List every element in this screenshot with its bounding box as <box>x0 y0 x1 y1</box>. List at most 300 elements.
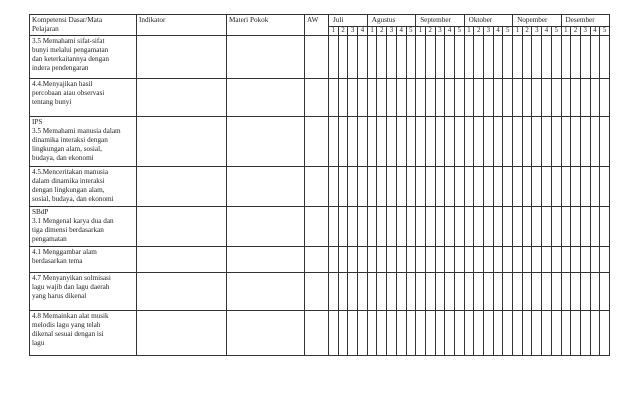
week-cell[interactable] <box>571 36 581 79</box>
week-cell[interactable] <box>590 117 600 167</box>
week-cell[interactable] <box>493 207 503 247</box>
week-cell[interactable] <box>329 273 339 311</box>
week-cell[interactable] <box>542 79 552 117</box>
week-cell[interactable] <box>377 36 387 79</box>
week-cell[interactable] <box>406 311 416 356</box>
week-cell[interactable] <box>484 207 494 247</box>
week-number: 4 <box>358 26 368 35</box>
week-cell[interactable] <box>503 311 513 356</box>
week-cell[interactable] <box>551 273 561 311</box>
week-cell[interactable] <box>561 207 571 247</box>
week-cell[interactable] <box>387 273 397 311</box>
week-number: 2 <box>377 26 387 35</box>
week-cell[interactable] <box>513 207 523 247</box>
week-cell[interactable] <box>513 311 523 356</box>
indikator-cell[interactable] <box>137 167 227 207</box>
week-cell[interactable] <box>425 79 435 117</box>
week-cell[interactable] <box>580 207 590 247</box>
week-cell[interactable] <box>425 36 435 79</box>
week-cell[interactable] <box>377 247 387 273</box>
week-cell[interactable] <box>542 117 552 167</box>
week-cell[interactable] <box>600 117 610 167</box>
materi-cell[interactable] <box>227 273 305 311</box>
week-cell[interactable] <box>503 167 513 207</box>
week-cell[interactable] <box>551 207 561 247</box>
week-cell[interactable] <box>396 167 406 207</box>
week-cell[interactable] <box>416 117 426 167</box>
aw-cell[interactable] <box>305 311 329 356</box>
week-cell[interactable] <box>435 117 445 167</box>
week-cell[interactable] <box>454 273 464 311</box>
week-cell[interactable] <box>522 167 532 207</box>
week-cell[interactable] <box>445 207 455 247</box>
week-cell[interactable] <box>416 247 426 273</box>
week-number: 4 <box>590 26 600 35</box>
materi-cell[interactable] <box>227 247 305 273</box>
materi-cell[interactable] <box>227 167 305 207</box>
week-cell[interactable] <box>561 117 571 167</box>
week-number: 1 <box>367 26 377 35</box>
header-materi-pokok: Materi Pokok <box>227 15 305 36</box>
week-number: 2 <box>425 26 435 35</box>
week-cell[interactable] <box>454 311 464 356</box>
week-cell[interactable] <box>522 79 532 117</box>
week-cell[interactable] <box>503 117 513 167</box>
week-cell[interactable] <box>561 273 571 311</box>
week-cell[interactable] <box>416 207 426 247</box>
week-cell[interactable] <box>513 167 523 207</box>
indikator-cell[interactable] <box>137 247 227 273</box>
week-cell[interactable] <box>513 36 523 79</box>
week-cell[interactable] <box>329 36 339 79</box>
week-cell[interactable] <box>348 273 358 311</box>
table-row <box>30 207 610 247</box>
week-cell[interactable] <box>377 273 387 311</box>
week-cell[interactable] <box>338 273 348 311</box>
materi-cell[interactable] <box>227 36 305 79</box>
week-number: 1 <box>513 26 523 35</box>
week-cell[interactable] <box>532 79 542 117</box>
week-cell[interactable] <box>387 311 397 356</box>
week-number: 1 <box>464 26 474 35</box>
week-cell[interactable] <box>484 117 494 167</box>
week-cell[interactable] <box>454 79 464 117</box>
week-cell[interactable] <box>600 311 610 356</box>
week-number: 5 <box>406 26 416 35</box>
week-cell[interactable] <box>358 36 368 79</box>
week-cell[interactable] <box>464 167 474 207</box>
competency-text: 4.4.Menyajikan hasil percobaan atau observasi tentang bunyi <box>32 80 105 106</box>
week-cell[interactable] <box>348 247 358 273</box>
week-cell[interactable] <box>522 36 532 79</box>
week-cell[interactable] <box>358 311 368 356</box>
week-cell[interactable] <box>329 79 339 117</box>
week-cell[interactable] <box>425 311 435 356</box>
week-cell[interactable] <box>503 247 513 273</box>
week-cell[interactable] <box>551 247 561 273</box>
week-cell[interactable] <box>445 247 455 273</box>
week-cell[interactable] <box>387 36 397 79</box>
week-cell[interactable] <box>425 247 435 273</box>
week-cell[interactable] <box>425 117 435 167</box>
week-cell[interactable] <box>454 207 464 247</box>
week-cell[interactable] <box>580 311 590 356</box>
week-cell[interactable] <box>580 247 590 273</box>
week-cell[interactable] <box>338 79 348 117</box>
week-cell[interactable] <box>503 207 513 247</box>
week-cell[interactable] <box>484 36 494 79</box>
schedule-table <box>29 14 610 356</box>
week-cell[interactable] <box>435 273 445 311</box>
month-header: Agustus <box>367 15 415 27</box>
week-cell[interactable] <box>551 79 561 117</box>
week-cell[interactable] <box>600 36 610 79</box>
week-cell[interactable] <box>464 273 474 311</box>
week-cell[interactable] <box>406 273 416 311</box>
week-cell[interactable] <box>532 273 542 311</box>
week-cell[interactable] <box>513 117 523 167</box>
week-number: 5 <box>454 26 464 35</box>
week-cell[interactable] <box>377 79 387 117</box>
week-cell[interactable] <box>435 207 445 247</box>
week-cell[interactable] <box>600 207 610 247</box>
week-cell[interactable] <box>532 207 542 247</box>
week-cell[interactable] <box>522 311 532 356</box>
table-row <box>30 117 610 167</box>
week-cell[interactable] <box>590 311 600 356</box>
week-cell[interactable] <box>406 167 416 207</box>
week-cell[interactable] <box>590 247 600 273</box>
week-cell[interactable] <box>542 207 552 247</box>
week-cell[interactable] <box>561 79 571 117</box>
month-header: September <box>416 15 464 27</box>
week-cell[interactable] <box>590 273 600 311</box>
week-cell[interactable] <box>493 79 503 117</box>
week-cell[interactable] <box>474 36 484 79</box>
aw-cell[interactable] <box>305 247 329 273</box>
week-cell[interactable] <box>329 167 339 207</box>
week-cell[interactable] <box>406 117 416 167</box>
week-cell[interactable] <box>396 36 406 79</box>
week-cell[interactable] <box>396 273 406 311</box>
week-cell[interactable] <box>338 36 348 79</box>
competency-text: 3.5 Memahami manusia dalam dinamika interaksi dengan lingkungan alam, sosial, budaya, dan ekonomi <box>32 127 121 162</box>
week-cell[interactable] <box>367 167 377 207</box>
week-cell[interactable] <box>445 273 455 311</box>
week-cell[interactable] <box>387 79 397 117</box>
week-cell[interactable] <box>425 273 435 311</box>
week-cell[interactable] <box>387 167 397 207</box>
week-cell[interactable] <box>367 311 377 356</box>
subject-label: SBdP <box>32 208 49 216</box>
week-cell[interactable] <box>435 247 445 273</box>
week-cell[interactable] <box>387 117 397 167</box>
competency-text: 3.5 Memahami sifat-sifat bunyi melalui pengamatan dan keterkaitannya dengan indera pendengaran <box>32 37 110 72</box>
week-cell[interactable] <box>387 207 397 247</box>
week-cell[interactable] <box>445 36 455 79</box>
week-number: 3 <box>484 26 494 35</box>
week-cell[interactable] <box>377 117 387 167</box>
week-cell[interactable] <box>396 311 406 356</box>
week-cell[interactable] <box>493 247 503 273</box>
week-cell[interactable] <box>513 273 523 311</box>
week-cell[interactable] <box>358 167 368 207</box>
week-cell[interactable] <box>580 79 590 117</box>
week-cell[interactable] <box>474 207 484 247</box>
materi-cell[interactable] <box>227 117 305 167</box>
week-cell[interactable] <box>474 167 484 207</box>
week-cell[interactable] <box>416 167 426 207</box>
week-cell[interactable] <box>551 167 561 207</box>
indikator-cell[interactable] <box>137 79 227 117</box>
week-number: 3 <box>435 26 445 35</box>
table-row <box>30 79 610 117</box>
table-row <box>30 247 610 273</box>
week-cell[interactable] <box>367 36 377 79</box>
week-cell[interactable] <box>571 273 581 311</box>
aw-cell[interactable] <box>305 36 329 79</box>
week-cell[interactable] <box>348 311 358 356</box>
week-cell[interactable] <box>493 311 503 356</box>
week-cell[interactable] <box>416 311 426 356</box>
week-cell[interactable] <box>532 167 542 207</box>
week-cell[interactable] <box>522 247 532 273</box>
week-cell[interactable] <box>406 79 416 117</box>
competency-text: 4.5.Menceritakan manusia dalam dinamika interaksi dengan lingkungan alam, sosial, budaya, dan ekonomi <box>32 168 114 203</box>
week-number: 3 <box>348 26 358 35</box>
week-cell[interactable] <box>474 79 484 117</box>
week-cell[interactable] <box>484 79 494 117</box>
week-cell[interactable] <box>503 79 513 117</box>
week-cell[interactable] <box>329 117 339 167</box>
week-cell[interactable] <box>367 273 377 311</box>
week-cell[interactable] <box>590 36 600 79</box>
week-cell[interactable] <box>348 36 358 79</box>
week-cell[interactable] <box>416 36 426 79</box>
week-cell[interactable] <box>571 247 581 273</box>
week-number: 2 <box>338 26 348 35</box>
materi-cell[interactable] <box>227 311 305 356</box>
week-cell[interactable] <box>590 167 600 207</box>
week-cell[interactable] <box>435 79 445 117</box>
week-cell[interactable] <box>513 79 523 117</box>
week-cell[interactable] <box>338 311 348 356</box>
week-number: 3 <box>580 26 590 35</box>
month-header: Juli <box>329 15 368 27</box>
week-cell[interactable] <box>464 36 474 79</box>
week-cell[interactable] <box>338 167 348 207</box>
table-body <box>30 36 610 356</box>
week-cell[interactable] <box>348 117 358 167</box>
week-cell[interactable] <box>377 167 387 207</box>
week-cell[interactable] <box>358 273 368 311</box>
week-cell[interactable] <box>580 36 590 79</box>
week-cell[interactable] <box>571 117 581 167</box>
week-cell[interactable] <box>580 117 590 167</box>
competency-text: 4.1 Menggambar alam berdasarkan tema <box>32 248 97 265</box>
week-number: 1 <box>416 26 426 35</box>
week-cell[interactable] <box>532 311 542 356</box>
week-cell[interactable] <box>503 36 513 79</box>
week-cell[interactable] <box>406 207 416 247</box>
week-cell[interactable] <box>532 247 542 273</box>
indikator-cell[interactable] <box>137 273 227 311</box>
week-cell[interactable] <box>522 117 532 167</box>
week-cell[interactable] <box>396 79 406 117</box>
week-cell[interactable] <box>396 117 406 167</box>
week-cell[interactable] <box>396 247 406 273</box>
week-cell[interactable] <box>377 311 387 356</box>
week-cell[interactable] <box>580 167 590 207</box>
week-cell[interactable] <box>551 36 561 79</box>
week-cell[interactable] <box>600 79 610 117</box>
week-cell[interactable] <box>474 117 484 167</box>
week-cell[interactable] <box>329 207 339 247</box>
week-cell[interactable] <box>600 247 610 273</box>
week-number: 5 <box>503 26 513 35</box>
week-cell[interactable] <box>532 36 542 79</box>
header-aw: AW <box>305 15 329 36</box>
week-cell[interactable] <box>338 207 348 247</box>
aw-cell[interactable] <box>305 167 329 207</box>
week-cell[interactable] <box>425 207 435 247</box>
week-cell[interactable] <box>406 36 416 79</box>
week-cell[interactable] <box>503 273 513 311</box>
week-cell[interactable] <box>571 79 581 117</box>
week-cell[interactable] <box>348 167 358 207</box>
week-cell[interactable] <box>445 79 455 117</box>
week-cell[interactable] <box>542 311 552 356</box>
week-cell[interactable] <box>484 273 494 311</box>
week-cell[interactable] <box>348 79 358 117</box>
month-header: Nopember <box>513 15 561 27</box>
week-cell[interactable] <box>571 311 581 356</box>
week-cell[interactable] <box>464 247 474 273</box>
week-cell[interactable] <box>493 167 503 207</box>
week-cell[interactable] <box>445 311 455 356</box>
week-cell[interactable] <box>600 273 610 311</box>
week-cell[interactable] <box>464 311 474 356</box>
week-cell[interactable] <box>348 207 358 247</box>
week-cell[interactable] <box>329 247 339 273</box>
week-cell[interactable] <box>425 167 435 207</box>
week-cell[interactable] <box>358 247 368 273</box>
week-cell[interactable] <box>561 311 571 356</box>
week-cell[interactable] <box>542 167 552 207</box>
week-cell[interactable] <box>464 117 474 167</box>
kompetensi-cell <box>30 167 137 207</box>
week-cell[interactable] <box>338 247 348 273</box>
week-cell[interactable] <box>542 36 552 79</box>
aw-cell[interactable] <box>305 79 329 117</box>
week-cell[interactable] <box>561 167 571 207</box>
aw-cell[interactable] <box>305 207 329 247</box>
week-cell[interactable] <box>474 311 484 356</box>
week-cell[interactable] <box>396 207 406 247</box>
week-number: 2 <box>571 26 581 35</box>
week-cell[interactable] <box>493 273 503 311</box>
aw-cell[interactable] <box>305 273 329 311</box>
materi-cell[interactable] <box>227 79 305 117</box>
indikator-cell[interactable] <box>137 117 227 167</box>
week-cell[interactable] <box>358 117 368 167</box>
week-cell[interactable] <box>435 36 445 79</box>
week-number: 5 <box>551 26 561 35</box>
kompetensi-cell <box>30 79 137 117</box>
aw-cell[interactable] <box>305 117 329 167</box>
week-cell[interactable] <box>513 247 523 273</box>
week-cell[interactable] <box>464 79 474 117</box>
indikator-cell[interactable] <box>137 36 227 79</box>
week-cell[interactable] <box>551 117 561 167</box>
week-cell[interactable] <box>367 247 377 273</box>
week-cell[interactable] <box>387 247 397 273</box>
week-cell[interactable] <box>445 117 455 167</box>
week-cell[interactable] <box>522 207 532 247</box>
week-cell[interactable] <box>435 167 445 207</box>
week-cell[interactable] <box>493 117 503 167</box>
week-cell[interactable] <box>542 273 552 311</box>
week-cell[interactable] <box>406 247 416 273</box>
kompetensi-cell <box>30 247 137 273</box>
week-cell[interactable] <box>454 247 464 273</box>
week-cell[interactable] <box>532 117 542 167</box>
week-cell[interactable] <box>542 247 552 273</box>
week-cell[interactable] <box>484 247 494 273</box>
week-cell[interactable] <box>416 79 426 117</box>
week-cell[interactable] <box>445 167 455 207</box>
week-cell[interactable] <box>493 36 503 79</box>
week-cell[interactable] <box>590 207 600 247</box>
indikator-cell[interactable] <box>137 311 227 356</box>
week-cell[interactable] <box>367 79 377 117</box>
kompetensi-cell <box>30 311 137 356</box>
materi-cell[interactable] <box>227 207 305 247</box>
week-cell[interactable] <box>474 273 484 311</box>
week-cell[interactable] <box>484 167 494 207</box>
week-cell[interactable] <box>329 311 339 356</box>
week-cell[interactable] <box>338 117 348 167</box>
indikator-cell[interactable] <box>137 207 227 247</box>
week-cell[interactable] <box>454 36 464 79</box>
week-cell[interactable] <box>484 311 494 356</box>
week-cell[interactable] <box>377 207 387 247</box>
week-cell[interactable] <box>474 247 484 273</box>
week-cell[interactable] <box>464 207 474 247</box>
week-cell[interactable] <box>435 311 445 356</box>
header-row-months <box>30 15 610 27</box>
week-cell[interactable] <box>358 207 368 247</box>
week-cell[interactable] <box>454 117 464 167</box>
week-cell[interactable] <box>571 167 581 207</box>
week-cell[interactable] <box>522 273 532 311</box>
week-cell[interactable] <box>551 311 561 356</box>
week-number: 1 <box>561 26 571 35</box>
week-cell[interactable] <box>367 117 377 167</box>
subject-label: IPS <box>32 118 43 126</box>
week-cell[interactable] <box>561 36 571 79</box>
week-cell[interactable] <box>358 79 368 117</box>
week-cell[interactable] <box>416 273 426 311</box>
week-cell[interactable] <box>571 207 581 247</box>
week-cell[interactable] <box>590 79 600 117</box>
week-cell[interactable] <box>561 247 571 273</box>
week-cell[interactable] <box>367 207 377 247</box>
week-cell[interactable] <box>454 167 464 207</box>
week-cell[interactable] <box>580 273 590 311</box>
week-cell[interactable] <box>600 167 610 207</box>
month-header: Desember <box>561 15 609 27</box>
